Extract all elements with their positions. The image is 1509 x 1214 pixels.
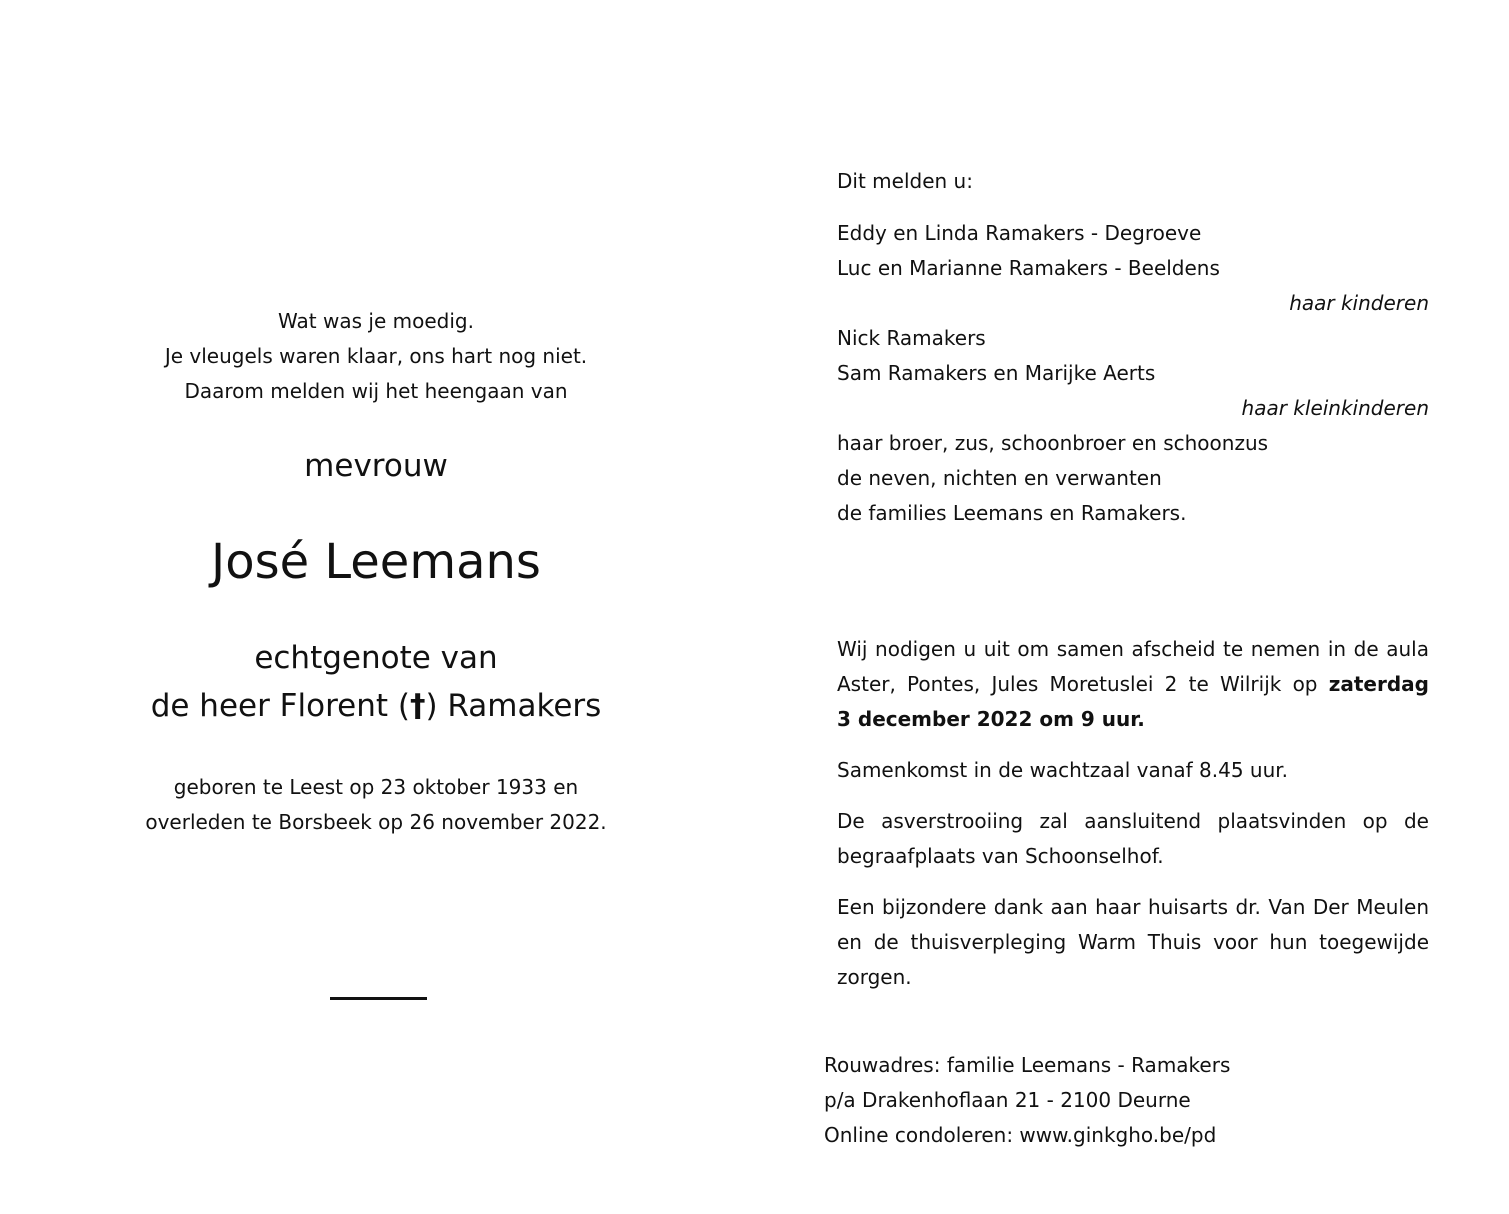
spouse-prefix: de heer Florent (	[150, 688, 410, 724]
scattering-paragraph	[837, 804, 1429, 874]
grandchild-name: Nick Ramakers	[837, 326, 986, 350]
address-line: p/a Drakenhoflaan 21 - 2100 Deurne	[824, 1088, 1191, 1112]
child-name: Luc en Marianne Ramakers - Beeldens	[837, 256, 1220, 280]
scattering-line: begraafplaats van Schoonselhof.	[837, 844, 1164, 868]
children-role: haar kinderen	[1289, 291, 1429, 315]
relatives-line: de neven, nichten en verwanten	[837, 466, 1162, 490]
family-list	[837, 216, 1429, 531]
spouse-line1: echtgenote van	[254, 640, 498, 676]
invitation-paragraph	[837, 632, 1429, 737]
spouse-suffix: ) Ramakers	[425, 688, 602, 724]
address-line: Rouwadres: familie Leemans - Ramakers	[824, 1053, 1231, 1077]
birth-line: geboren te Leest op 23 oktober 1933 en	[173, 775, 579, 799]
ceremony-info	[837, 632, 1429, 1011]
gathering-line: Samenkomst in de wachtzaal vanaf 8.45 uur.	[837, 758, 1289, 782]
title-mevrouw: mevrouw	[304, 448, 448, 484]
invitation-line: Wij nodigen u uit om samen afscheid te nemen in de aula	[837, 637, 1429, 661]
relatives-line: haar broer, zus, schoonbroer en schoonzus	[837, 431, 1269, 455]
grandchild-name: Sam Ramakers en Marijke Aerts	[837, 361, 1156, 385]
invitation-line	[837, 667, 1429, 702]
relatives-line: de families Leemans en Ramakers.	[837, 501, 1187, 525]
poem-line: Daarom melden wij het heengaan van	[184, 379, 568, 403]
thanks-line: en de thuisverpleging Warm Thuis voor hun toegewijde	[837, 930, 1429, 954]
poem-line: Wat was je moedig.	[278, 309, 474, 333]
spouse-info	[100, 634, 652, 730]
death-line: overleden te Borsbeek op 26 november 2022.	[145, 810, 607, 834]
poem	[100, 304, 652, 409]
deceased-name: José Leemans	[211, 534, 541, 590]
thanks-line: zorgen.	[837, 965, 912, 989]
cross-icon: †	[409, 688, 426, 724]
poem-line: Je vleugels waren klaar, ons hart nog niet.	[164, 344, 588, 368]
spouse-line2	[100, 682, 652, 730]
invitation-day: zaterdag	[1328, 672, 1429, 696]
divider-rule	[330, 997, 427, 1000]
child-name: Eddy en Linda Ramakers - Degroeve	[837, 221, 1202, 245]
invitation-date: 3 december 2022 om 9 uur.	[837, 707, 1145, 731]
thanks-line: Een bijzondere dank aan haar huisarts dr. Van Der Meulen	[837, 895, 1429, 919]
grandchildren-role: haar kleinkinderen	[1241, 396, 1429, 420]
gathering-paragraph	[837, 753, 1429, 788]
thanks-paragraph	[837, 890, 1429, 995]
scattering-line: De asverstrooiing zal aansluitend plaatsvinden op de	[837, 809, 1429, 833]
life-dates	[100, 770, 652, 840]
announcement-intro: Dit melden u:	[837, 169, 973, 193]
invitation-text: Aster, Pontes, Jules Moretuslei 2 te Wilrijk op	[837, 672, 1318, 696]
mourning-address	[824, 1048, 1230, 1153]
condolence-link: Online condoleren: www.ginkgho.be/pd	[824, 1123, 1217, 1147]
